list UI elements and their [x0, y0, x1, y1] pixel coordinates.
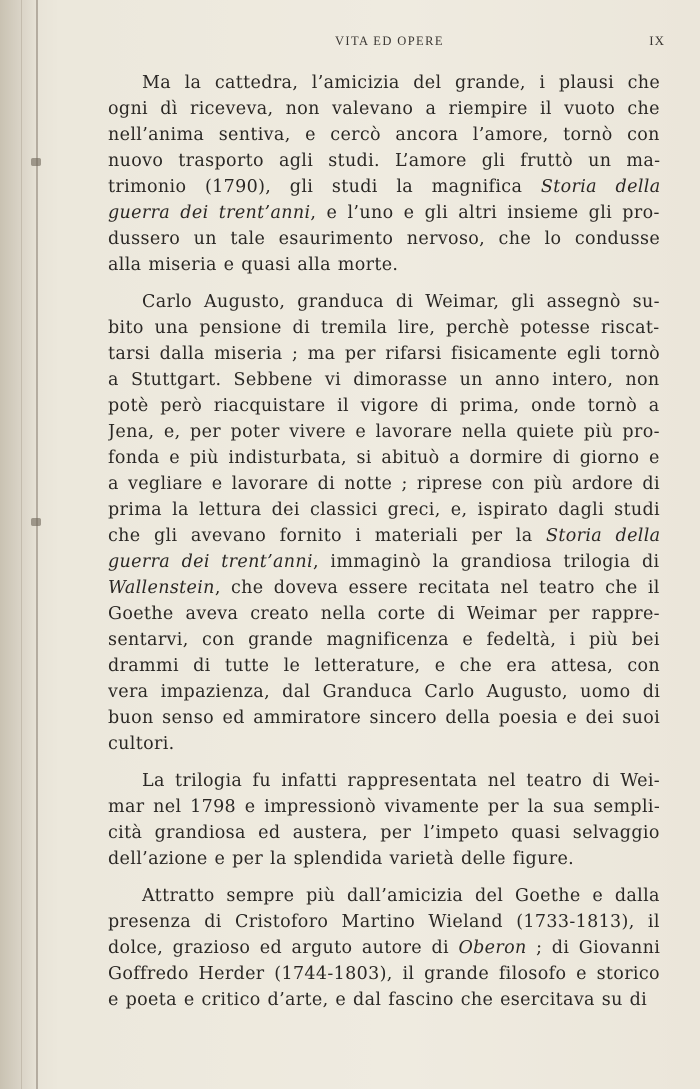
text-run: drammi di tutte le letterature, e che era attesa, con	[108, 656, 660, 676]
italic-title: guerra dei trent’anni	[108, 552, 313, 572]
spine-fold-line	[21, 0, 22, 1089]
text-run: prima la lettura dei classici greci, e, ispirato dagli studi	[108, 500, 660, 520]
paragraph	[108, 70, 660, 278]
text-run: ogni dì riceveva, non valevano a riempire il vuoto che	[108, 99, 660, 119]
text-run: Ma la cattedra, l’amicizia del grande, i plausi che	[142, 73, 660, 93]
text-line	[108, 523, 660, 549]
text-run: trimonio (1790), gli studi la magnifica	[108, 177, 541, 197]
text-run: Attratto sempre più dall’amicizia del Goethe e dalla	[142, 886, 660, 906]
text-line	[108, 367, 660, 393]
italic-title: Wallenstein	[108, 578, 215, 598]
text-line	[108, 987, 660, 1013]
text-run: cultori.	[108, 734, 175, 754]
text-run: a Stuttgart. Sebbene vi dimorasse un anno intero, non	[108, 370, 660, 390]
text-run: a vegliare e lavorare di notte ; riprese con più ardore di	[108, 474, 660, 494]
text-line	[108, 909, 660, 935]
text-run: buon senso ed ammiratore sincero della poesia e dei suoi	[108, 708, 660, 728]
text-line	[108, 883, 660, 909]
text-run: ; di Giovanni	[526, 938, 660, 958]
text-run: potè però riacquistare il vigore di prima, onde tornò a	[108, 396, 660, 416]
paragraph	[108, 768, 660, 872]
text-run: nell’anima sentiva, e cercò ancora l’amore, tornò con	[108, 125, 660, 145]
text-run: che gli avevano fornito i materiali per la	[108, 526, 546, 546]
text-run: bito una pensione di tremila lire, perchè potesse riscat-	[108, 318, 660, 338]
italic-title: Oberon	[458, 938, 527, 958]
text-line	[108, 961, 660, 987]
text-line	[108, 820, 660, 846]
text-line	[108, 252, 660, 278]
text-run: Goffredo Herder (1744-1803), il grande filosofo e storico	[108, 964, 660, 984]
text-line	[108, 549, 660, 575]
text-line	[108, 341, 660, 367]
text-line	[108, 393, 660, 419]
text-run: e poeta e critico d’arte, e dal fascino che esercitava su di	[108, 990, 648, 1010]
text-line	[108, 846, 660, 872]
text-run: Carlo Augusto, granduca di Weimar, gli assegnò su-	[142, 292, 660, 312]
text-line	[108, 601, 660, 627]
paragraph	[108, 883, 660, 1013]
text-run: , che doveva essere recitata nel teatro che il	[214, 578, 660, 598]
text-run: dolce, grazioso ed arguto autore di	[108, 938, 459, 958]
text-run: cità grandiosa ed austera, per l’impeto quasi selvaggio	[108, 823, 660, 843]
text-line	[108, 653, 660, 679]
text-run: , e l’uno e gli altri insieme gli pro-	[310, 203, 660, 223]
text-line	[108, 315, 660, 341]
text-line	[108, 794, 660, 820]
page-header	[110, 30, 665, 50]
paragraph	[108, 289, 660, 757]
text-line	[108, 471, 660, 497]
text-run: Goethe aveva creato nella corte di Weimar per rappre-	[108, 604, 660, 624]
text-line	[108, 731, 660, 757]
text-run: vera impazienza, dal Granduca Carlo Augusto, uomo di	[108, 682, 660, 702]
text-run: nuovo trasporto agli studi. L’amore gli fruttò un ma-	[108, 151, 660, 171]
page-number: IX	[649, 33, 665, 48]
text-line	[108, 174, 660, 200]
text-line	[108, 200, 660, 226]
running-head: VITA ED OPERE	[335, 34, 444, 48]
binding-stitch	[31, 518, 41, 526]
text-line	[108, 575, 660, 601]
text-run: sentarvi, con grande magnificenza e fedeltà, i più bei	[108, 630, 660, 650]
text-line	[108, 679, 660, 705]
text-line	[108, 705, 660, 731]
text-line	[108, 768, 660, 794]
text-line	[108, 96, 660, 122]
text-line	[108, 445, 660, 471]
text-run: alla miseria e quasi alla morte.	[108, 255, 399, 275]
text-run: fonda e più indisturbata, si abituò a dormire di giorno e	[108, 448, 660, 468]
text-line	[108, 627, 660, 653]
italic-title: Storia della	[546, 526, 660, 546]
text-run: dell’azione e per la splendida varietà delle figure.	[108, 849, 575, 869]
text-run: presenza di Cristoforo Martino Wieland (1733-1813), il	[108, 912, 660, 932]
italic-title: Storia della	[540, 177, 660, 197]
text-line	[108, 70, 660, 96]
text-run: dussero un tale esaurimento nervoso, che lo condusse	[108, 229, 660, 249]
text-line	[108, 289, 660, 315]
text-line	[108, 935, 660, 961]
text-run: tarsi dalla miseria ; ma per rifarsi fisicamente egli tornò	[108, 344, 660, 364]
text-run: mar nel 1798 e impressionò vivamente per la sua sempli-	[108, 797, 660, 817]
text-run: , immaginò la grandiosa trilogia di	[312, 552, 660, 572]
text-line	[108, 148, 660, 174]
text-line	[108, 122, 660, 148]
text-run: La trilogia fu infatti rappresentata nel teatro di Wei-	[142, 771, 660, 791]
binding-stitch	[31, 158, 41, 166]
text-line	[108, 497, 660, 523]
text-run: Jena, e, per poter vivere e lavorare nella quiete più pro-	[108, 422, 660, 442]
text-line	[108, 226, 660, 252]
text-line	[108, 419, 660, 445]
italic-title: guerra dei trent’anni	[108, 203, 311, 223]
body-text	[108, 70, 660, 1013]
